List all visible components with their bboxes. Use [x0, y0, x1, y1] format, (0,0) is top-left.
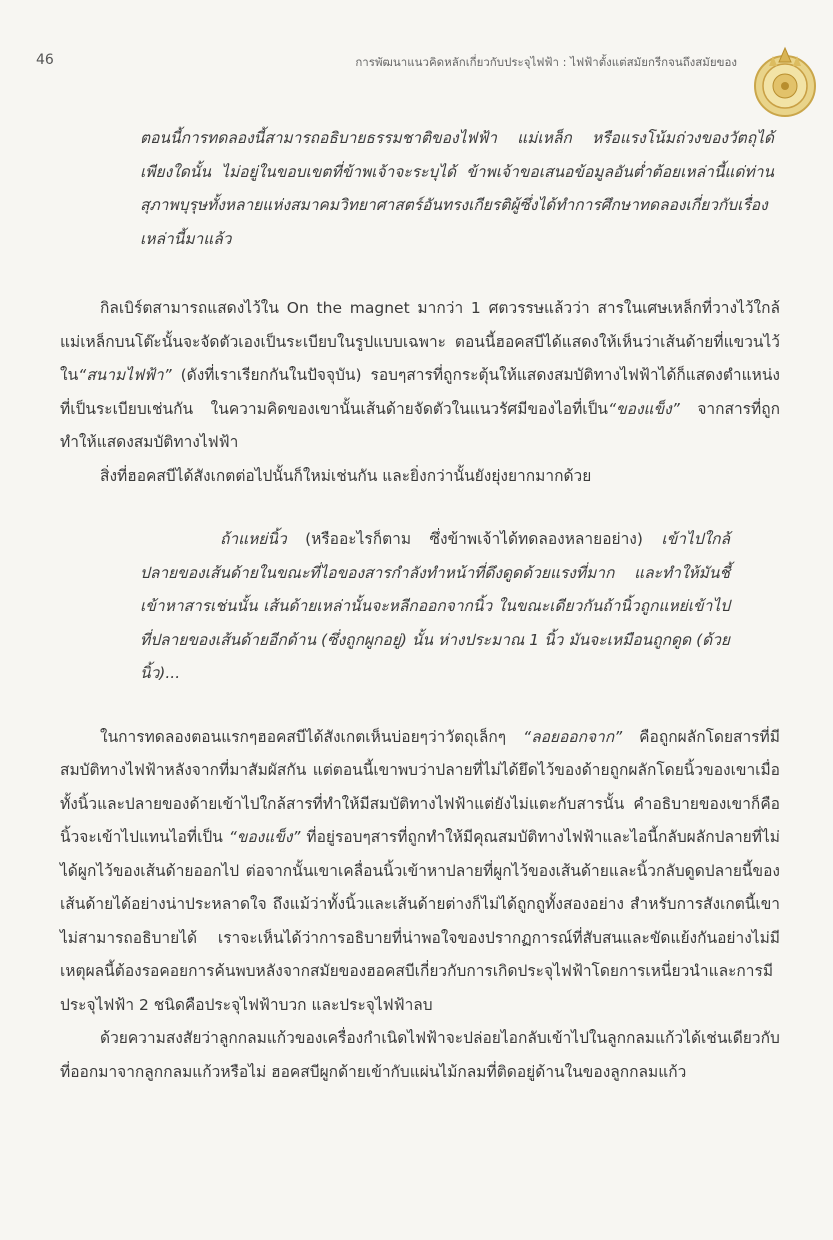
text: คือถูกผลักโดยสารที่มีสมบัติทางไฟฟ้าหลังจากที่มาสัมผัสกัน แต่ตอนนี้เขาพบว่าปลายที่ไม่ได้ยึดไว้ของด้ายถูกผลักโดยนิ้วของเขาเมื่อทั้งนิ้วและปลายของด้ายเข้าไปใกล้สารที่ทำให้มีสมบัติทางไฟฟ้าแต่ยังไม่แตะกับสารนั้น คำอธิบายของเขาก็คือนิ้วจะเข้าไปแทนไอที่เป็น	[60, 727, 780, 846]
royal-seal-emblem-icon	[743, 38, 827, 122]
text: ในการทดลองตอนแรกๆฮอคสบีได้สังเกตเห็นบ่อยๆว่าวัตถุเล็กๆ	[100, 727, 524, 746]
paragraph: ด้วยความสงสัยว่าลูกกลมแก้วของเครื่องกำเนิดไฟฟ้าจะปล่อยไอกลับเข้าไปในลูกกลมแก้วได้เช่นเดียวกับที่ออกมาจากลูกกลมแก้วหรือไม่ ฮอคสบีผูกด้ายเข้ากับแผ่นไม้กลมที่ติดอยู่ด้านในของลูกกลมแก้ว	[60, 1029, 780, 1081]
paragraph	[60, 721, 780, 1023]
running-header: การพัฒนาแนวคิดหลักเกี่ยวกับประจุไฟฟ้า : ไฟฟ้าตั้งแต่สมัยกรีกจนถึงสมัยของ	[355, 55, 737, 69]
text: ถ้าแหย่นิ้ว	[220, 530, 287, 548]
emphasis: “ของแข็ง”	[228, 828, 301, 846]
text: ที่อยู่รอบๆสารที่ถูกทำให้มีคุณสมบัติทางไฟฟ้าและไอนี้กลับผลักปลายที่ไม่ได้ผูกไว้ของเส้นด้ายออกไป ต่อจากนั้นเขาเคลื่อนนิ้วเข้าหาปลายที่ผูกไว้ของเส้นด้ายและนิ้วกลับดูดปลายนี้ของเส้นด้ายได้อย่างน่าประหลาดใจ ถึงแม้ว่าทั้งนิ้วและเส้นด้ายต่างก็ไม่ได้ถูกถูทั้งสองอย่าง สำหรับการสังเกตนี้เขาไม่สามารถอธิบายได้ เราจะเห็นได้ว่าการอธิบายที่น่าพอใจของปรากฏการณ์ที่สับสนและขัดแย้งกันอย่างไม่มีเหตุผลนี้ต้องรอคอยการค้นพบหลังจากสมัยของฮอคสบีเกี่ยวกับการเกิดประจุไฟฟ้าโดยการเหนี่ยวนำและการมีประจุไฟฟ้า 2 ชนิดคือประจุไฟฟ้าบวก และประจุไฟฟ้าลบ	[60, 828, 780, 1014]
document-body	[60, 122, 780, 1089]
text: จากสารที่ถูกทำให้แสดงสมบัติทางไฟฟ้า	[60, 399, 780, 451]
text: เข้าไปใกล้ปลายของเส้นด้ายในขณะที่ไอของสารกำลังทำหน้าที่ดึงดูดด้วยแรงที่มาก และทำให้มันชี้เข้าหาสารเช่นนั้น เส้นด้ายเหล่านั้นจะหลีกออกจากนิ้ว ในขณะเดียวกันถ้านิ้วถูกแหย่เข้าไปที่ปลายของเส้นด้ายอีกด้าน (ซึ่งถูกผูกอยู่) นั้น ห่างประมาณ 1 นิ้ว มันจะเหมือนถูกดูด (ด้วยนิ้ว)...	[140, 530, 730, 682]
text: (ดังที่เราเรียกกันในปัจจุบัน) รอบๆสารที่ถูกระตุ้นให้แสดงสมบัติทางไฟฟ้าได้ก็แสดงตำแหน่งที่เป็นระเบียบเช่นกัน ในความคิดของเขานั้นเส้นด้ายจัดตัวในแนวรัศมีของไอที่เป็น	[60, 366, 780, 418]
paragraph	[60, 292, 780, 460]
block-quote	[60, 523, 780, 691]
text: (หรืออะไรก็ตาม ซึ่งข้าพเจ้าได้ทดลองหลายอย่าง)	[286, 530, 662, 548]
text: กิลเบิร์ตสามารถแสดงไว้ใน On the magnet มากว่า 1 ศตวรรษแล้วว่า สารในเศษเหล็กที่วางไว้ใกล้แม่เหล็กบนโต๊ะนั้นจะจัดตัวเองเป็นระเบียบในรูปแบบเฉพาะ ตอนนี้ฮอคสบีได้แสดงให้เห็นว่าเส้นด้ายที่แขวนไว้ใน	[60, 299, 780, 384]
page-number: 46	[36, 52, 54, 68]
emphasis: “ของแข็ง”	[608, 399, 680, 418]
emphasis: “สนามไฟฟ้า”	[78, 366, 172, 384]
paragraph: สิ่งที่ฮอคสบีได้สังเกตต่อไปนั้นก็ใหม่เช่นกัน และยิ่งกว่านั้นยังยุ่งยากมากด้วย	[100, 466, 592, 485]
emphasis: “ลอยออกจาก”	[523, 727, 623, 746]
block-quote: ตอนนี้การทดลองนี้สามารถอธิบายธรรมชาติของไฟฟ้า แม่เหล็ก หรือแรงโน้มถ่วงของวัตถุได้เพียงใดนั้น ไม่อยู่ในขอบเขตที่ข้าพเจ้าจะระบุได้ ข้าพเจ้าขอเสนอข้อมูลอันต่ำต้อยเหล่านี้แด่ท่านสุภาพบุรุษทั้งหลายแห่งสมาคมวิทยาศาสตร์อันทรงเกียรติผู้ซึ่งได้ทำการศึกษาทดลองเกี่ยวกับเรื่องเหล่านี้มาแล้ว	[140, 129, 774, 248]
